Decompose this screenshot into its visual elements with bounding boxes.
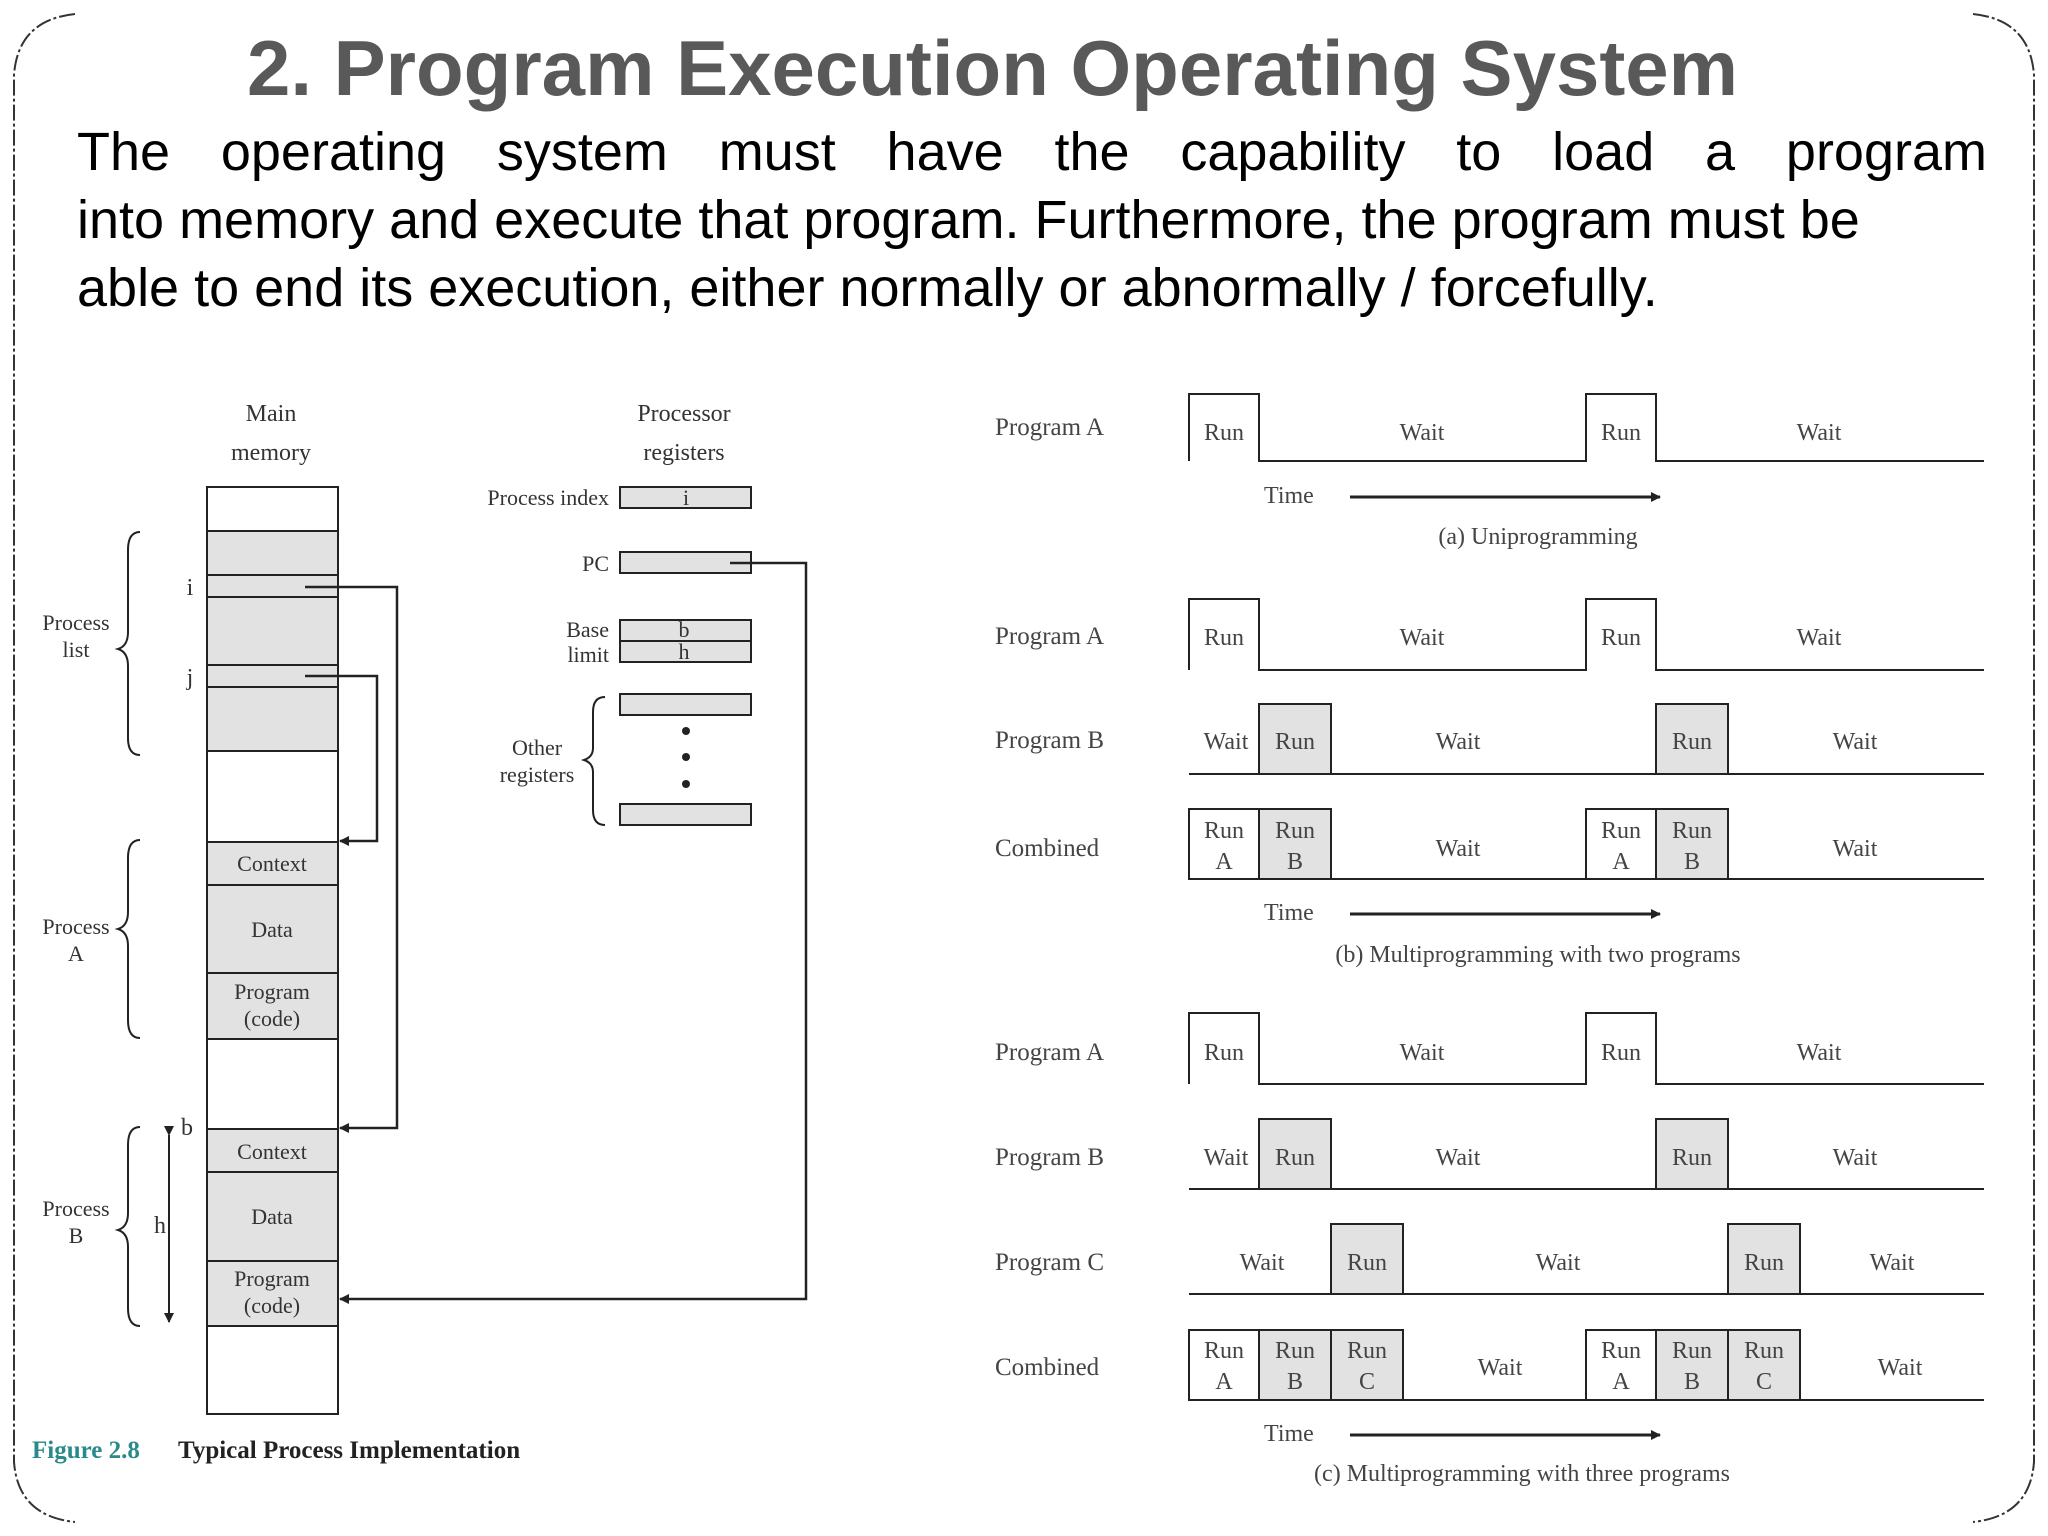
- program-a-label: (code): [243, 1006, 301, 1031]
- run-cell: Run: [1274, 729, 1316, 755]
- run-cell: Run: [1203, 1040, 1245, 1066]
- run-cell: Run: [1671, 1145, 1713, 1171]
- run-cell: Run: [1346, 1338, 1388, 1364]
- run-cell: Run: [1600, 625, 1642, 651]
- context-b-label: Context: [237, 1139, 307, 1164]
- wait-cell: Wait: [1832, 1145, 1878, 1171]
- letter-cell: B: [1286, 1369, 1304, 1395]
- row-label-combined: Combined: [995, 835, 1100, 862]
- body-line-2: into memory and execute that program. Furthermore, the program must be: [77, 190, 1860, 250]
- wait-cell: Wait: [1535, 1250, 1581, 1276]
- run-cell: Run: [1600, 818, 1642, 844]
- pointer-arrows: [305, 563, 806, 1299]
- main-memory-heading: Main: [245, 401, 297, 427]
- braces: [118, 532, 605, 1326]
- timeline-three-programs: [995, 1013, 1984, 1487]
- processor-registers-heading: Processor: [637, 401, 731, 427]
- body-line-1: The operating system must have the capability to load a program: [77, 122, 1987, 182]
- marker-i: i: [186, 575, 194, 601]
- limit-value: h: [678, 639, 690, 664]
- time-label: Time: [1264, 900, 1314, 926]
- row-label-program-a: Program A: [995, 623, 1105, 650]
- wait-cell: Wait: [1796, 1040, 1842, 1066]
- wait-cell: Wait: [1796, 625, 1842, 651]
- base-value: b: [678, 617, 690, 642]
- process-a-label: A: [68, 941, 84, 966]
- wait-cell: Wait: [1203, 1145, 1249, 1171]
- wait-cell: Wait: [1399, 625, 1445, 651]
- run-cell: Run: [1274, 818, 1316, 844]
- timeline-uniprogramming: [995, 394, 1984, 550]
- run-cell: Run: [1600, 420, 1642, 446]
- run-cell: Run: [1600, 1338, 1642, 1364]
- wait-cell: Wait: [1832, 836, 1878, 862]
- process-list-label: list: [62, 637, 90, 662]
- process-index-label: Process index: [487, 485, 609, 510]
- run-cell: Run: [1346, 1250, 1388, 1276]
- caption-two-programs: (b) Multiprogramming with two programs: [1335, 942, 1741, 968]
- row-label-program-c: Program C: [995, 1249, 1105, 1276]
- wait-cell: Wait: [1832, 729, 1878, 755]
- run-cell: Run: [1600, 1040, 1642, 1066]
- process-b-label: Process: [42, 1196, 110, 1221]
- program-b-label: Program: [234, 1266, 310, 1291]
- letter-cell: B: [1683, 1369, 1701, 1395]
- row-label-program-a: Program A: [995, 1039, 1105, 1066]
- wait-cell: Wait: [1796, 420, 1842, 446]
- process-list-label: Process: [42, 610, 110, 635]
- run-cell: Run: [1671, 729, 1713, 755]
- wait-cell: Wait: [1435, 1145, 1481, 1171]
- figure-multiprogramming-timelines: [995, 394, 1984, 1487]
- row-label-program-b: Program B: [995, 727, 1105, 754]
- wait-cell: Wait: [1399, 420, 1445, 446]
- limit-label: limit: [567, 642, 609, 667]
- wait-cell: Wait: [1435, 729, 1481, 755]
- process-index-value: i: [682, 485, 690, 510]
- run-cell: Run: [1274, 1338, 1316, 1364]
- run-cell: Run: [1203, 818, 1245, 844]
- pc-label: PC: [582, 551, 609, 576]
- letter-cell: A: [1215, 849, 1233, 875]
- run-cell: Run: [1203, 625, 1245, 651]
- run-cell: Run: [1274, 1145, 1316, 1171]
- context-a-label: Context: [237, 851, 307, 876]
- figure-caption-text: Typical Process Implementation: [178, 1437, 521, 1464]
- main-memory-heading: memory: [231, 440, 311, 466]
- timeline-two-programs: [995, 599, 1984, 968]
- letter-cell: A: [1612, 1369, 1630, 1395]
- slide-title: 2. Program Execution Operating System: [246, 24, 1739, 112]
- caption-uniprogramming: (a) Uniprogramming: [1438, 524, 1638, 550]
- data-b-label: Data: [251, 1204, 293, 1229]
- caption-three-programs: (c) Multiprogramming with three programs: [1314, 1461, 1730, 1487]
- data-a-label: Data: [251, 917, 293, 942]
- letter-cell: C: [1358, 1369, 1376, 1395]
- processor-registers-heading: registers: [643, 440, 725, 466]
- marker-j: j: [186, 665, 194, 691]
- figure-caption-number: Figure 2.8: [32, 1437, 140, 1464]
- body-line-3: able to end its execution, either normally or abnormally / forcefully.: [77, 258, 1658, 318]
- run-cell: Run: [1671, 1338, 1713, 1364]
- letter-cell: B: [1683, 849, 1701, 875]
- time-label: Time: [1264, 1421, 1314, 1447]
- letter-cell: A: [1612, 849, 1630, 875]
- program-a-label: Program: [234, 979, 310, 1004]
- run-cell: Run: [1743, 1338, 1785, 1364]
- process-b-label: B: [68, 1223, 84, 1248]
- letter-cell: B: [1286, 849, 1304, 875]
- wait-cell: Wait: [1435, 836, 1481, 862]
- run-cell: Run: [1203, 420, 1245, 446]
- process-a-label: Process: [42, 914, 110, 939]
- program-b-label: (code): [243, 1293, 301, 1318]
- row-label-program-a: Program A: [995, 414, 1105, 441]
- figure-typical-process-implementation: [32, 401, 806, 1464]
- base-label: Base: [566, 617, 609, 642]
- run-cell: Run: [1743, 1250, 1785, 1276]
- other-registers-label: Other: [511, 735, 563, 760]
- letter-cell: A: [1215, 1369, 1233, 1395]
- run-cell: Run: [1203, 1338, 1245, 1364]
- wait-cell: Wait: [1869, 1250, 1915, 1276]
- row-label-combined: Combined: [995, 1354, 1100, 1381]
- run-cell: Run: [1671, 818, 1713, 844]
- marker-h: h: [154, 1213, 166, 1239]
- wait-cell: Wait: [1203, 729, 1249, 755]
- marker-b: b: [181, 1115, 193, 1141]
- time-label: Time: [1264, 483, 1314, 509]
- other-registers-label: registers: [499, 762, 575, 787]
- wait-cell: Wait: [1477, 1355, 1523, 1381]
- wait-cell: Wait: [1877, 1355, 1923, 1381]
- row-label-program-b: Program B: [995, 1144, 1105, 1171]
- letter-cell: C: [1755, 1369, 1773, 1395]
- wait-cell: Wait: [1399, 1040, 1445, 1066]
- wait-cell: Wait: [1239, 1250, 1285, 1276]
